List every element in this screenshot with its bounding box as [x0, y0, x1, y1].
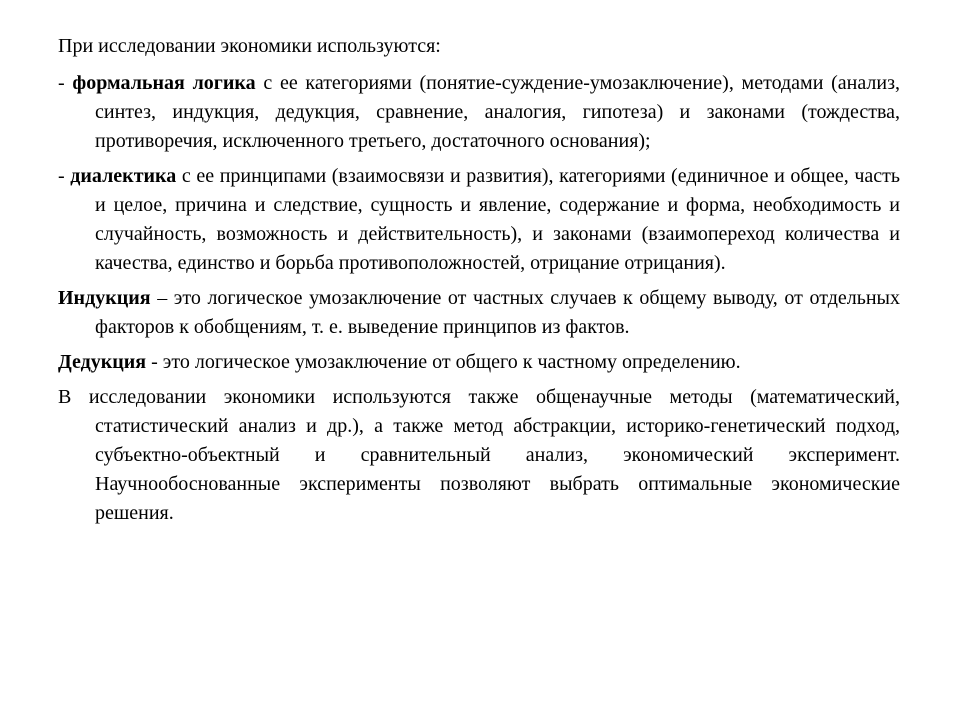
formal-logic-bullet: - [58, 72, 73, 94]
formal-logic-term: формальная логика [72, 72, 256, 94]
induction-definition [58, 284, 900, 342]
intro-paragraph [58, 32, 900, 61]
dialectics-term: диалектика [70, 165, 177, 187]
closing-paragraph [58, 383, 900, 528]
dialectics-bullet: - [58, 165, 71, 187]
dialectics-item [58, 162, 900, 278]
formal-logic-item [58, 69, 900, 156]
intro-text: При исследовании экономики используются: [58, 35, 441, 57]
induction-text: – это логическое умозаключение от частных случаев к общему выводу, от отдельных факторов к обобщениям, т. е. выведение принципов из фактов. [95, 287, 900, 338]
deduction-term: Дедукция [58, 351, 147, 373]
deduction-text: - это логическое умозаключение от общего к частному определению. [146, 351, 741, 373]
induction-term: Индукция [58, 287, 151, 309]
slide-content [58, 32, 900, 534]
formal-logic-text: с ее категориями (понятие-суждение-умозаключение), методами (анализ, синтез, индукция, дедукция, сравнение, аналогия, гипотеза) и законами (тождества, противоречия, исключенного третьего, достаточного основания); [95, 72, 900, 152]
deduction-definition [58, 348, 900, 377]
dialectics-text: с ее принципами (взаимосвязи и развития), категориями (единичное и общее, часть и целое, причина и следствие, сущность и явление, содержание и форма, необходимость и случайность, возможность и действительность), и законами (взаимопереход количества и качества, единство и борьба противоположностей, отрицание отрицания). [95, 165, 900, 274]
closing-text: В исследовании экономики используются также общенаучные методы (математический, статистический анализ и др.), а также метод абстракции, историко-генетический подход, субъектно-объектный и сравнительный анализ, экономический эксперимент. Научнообоснованные эксперименты позволяют выбрать оптимальные экономические решения. [58, 386, 900, 524]
